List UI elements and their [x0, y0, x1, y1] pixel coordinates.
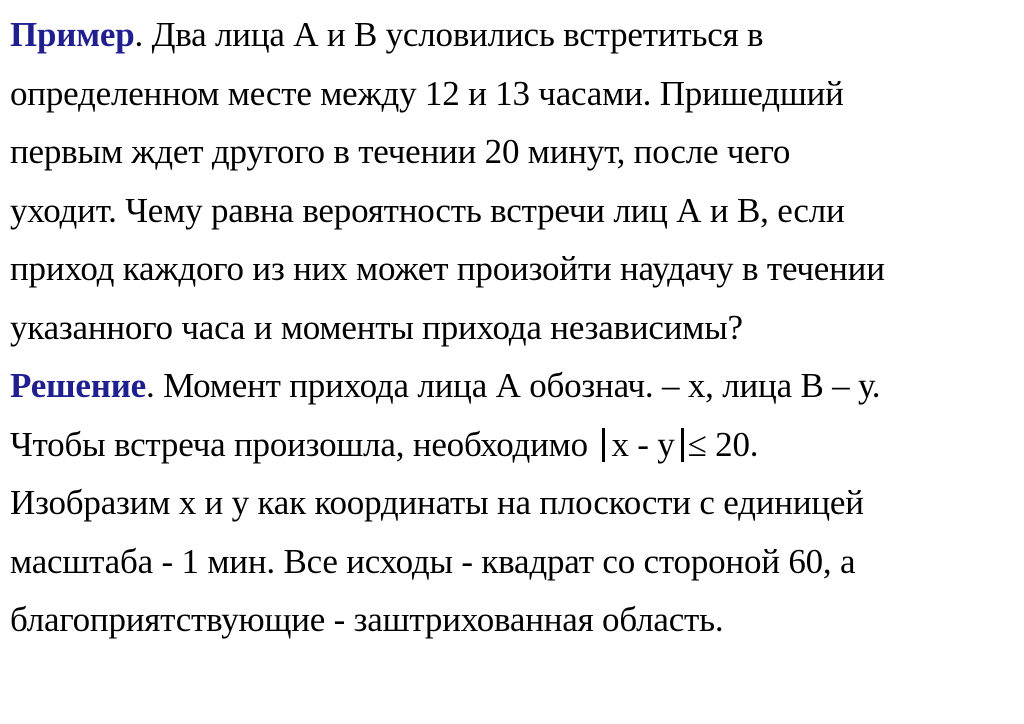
solution-line-4: масштаба - 1 мин. Все исходы - квадрат со стороной 60, а	[10, 541, 856, 581]
condition-prefix: Чтобы встреча произошла, необходимо	[10, 424, 597, 464]
condition-suffix: ≤ 20.	[687, 424, 759, 464]
example-keyword: Пример	[10, 15, 135, 54]
solution-keyword: Решение	[10, 366, 147, 405]
example-line-4: уходит. Чему равна вероятность встречи лиц А и В, если	[10, 190, 845, 230]
solution-line-5: благоприятствующие - заштрихованная область.	[10, 600, 724, 639]
example-line-5: приход каждого из них может произойти наудачу в течении	[10, 249, 885, 288]
abs-bar-left	[602, 428, 605, 462]
condition-expr: х - у	[611, 424, 675, 464]
abs-bar-right	[681, 428, 684, 462]
example-text-1: . Два лица А и В условились встретиться в	[134, 15, 764, 54]
solution-condition-line	[10, 416, 1016, 475]
example-line-6: указанного часа и моменты прихода независимы?	[10, 307, 743, 347]
solution-text-1: . Момент прихода лица А обознач. – х, лица В – у.	[146, 366, 881, 405]
solution-line-3: Изобразим х и у как координаты на плоскости с единицей	[10, 483, 864, 522]
solution-line-1	[10, 357, 1016, 416]
slide-text	[10, 6, 1016, 650]
example-line-2: определенном месте между 12 и 13 часами. Пришедший	[10, 73, 844, 113]
example-line-1	[10, 6, 1016, 65]
example-line-3: первым ждет другого в течении 20 минут, после чего	[10, 132, 791, 171]
